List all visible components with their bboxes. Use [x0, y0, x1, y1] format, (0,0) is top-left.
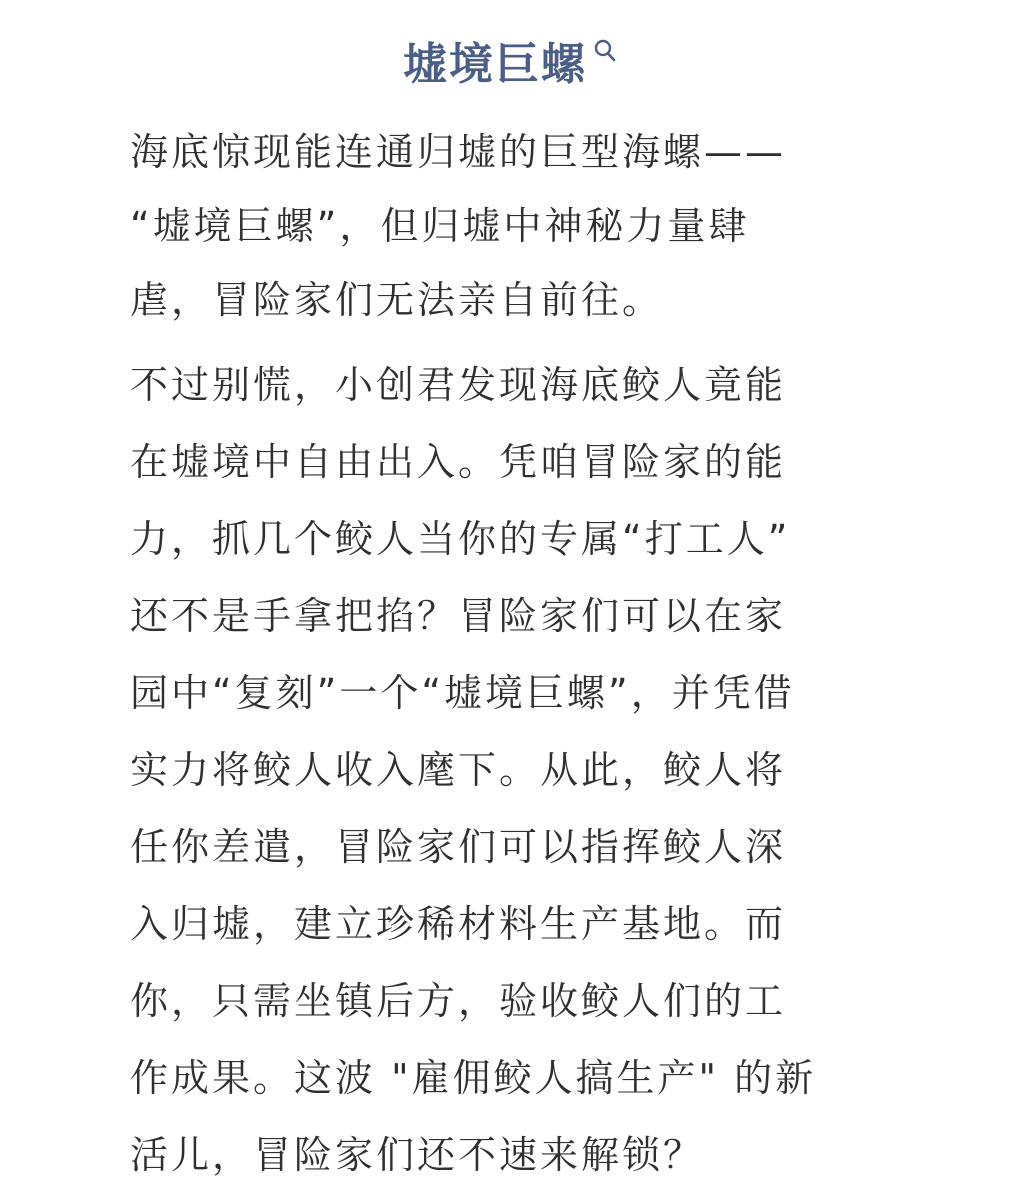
text-line: 在墟境中自由出入。凭咱冒险家的能: [130, 440, 787, 484]
text-line: 还不是手拿把掐？冒险家们可以在家: [130, 594, 787, 638]
text-line: 你，只需坐镇后方，验收鲛人们的工: [130, 979, 787, 1023]
text-line: 任你差遣，冒险家们可以指挥鲛人深: [130, 825, 787, 869]
search-icon[interactable]: [593, 38, 617, 64]
text-line: “墟境巨螺”，但归墟中神秘力量肆: [130, 204, 750, 248]
paragraph-1: [130, 115, 890, 337]
article-title-row: [0, 30, 1020, 100]
text-line: 活儿，冒险家们还不速来解锁？: [130, 1133, 705, 1177]
text-line: 不过别慌，小创君发现海底鲛人竟能: [130, 363, 787, 407]
page-title[interactable]: 墟境巨螺: [403, 39, 587, 90]
text-line: 虐，冒险家们无法亲自前往。: [130, 278, 664, 322]
text-line: 入归墟，建立珍稀材料生产基地。而: [130, 902, 787, 946]
text-line: 实力将鲛人收入麾下。从此，鲛人将: [130, 748, 787, 792]
text-line: 作成果。这波 "雇佣鲛人搞生产" 的新: [130, 1056, 817, 1100]
paragraph-2: [130, 347, 890, 1194]
text-line: 海底惊现能连通归墟的巨型海螺——: [130, 130, 787, 174]
article-body: [130, 115, 890, 1200]
text-line: 力，抓几个鲛人当你的专属“打工人”: [130, 517, 791, 561]
text-line: 园中“复刻”一个“墟境巨螺”，并凭借: [130, 671, 795, 715]
